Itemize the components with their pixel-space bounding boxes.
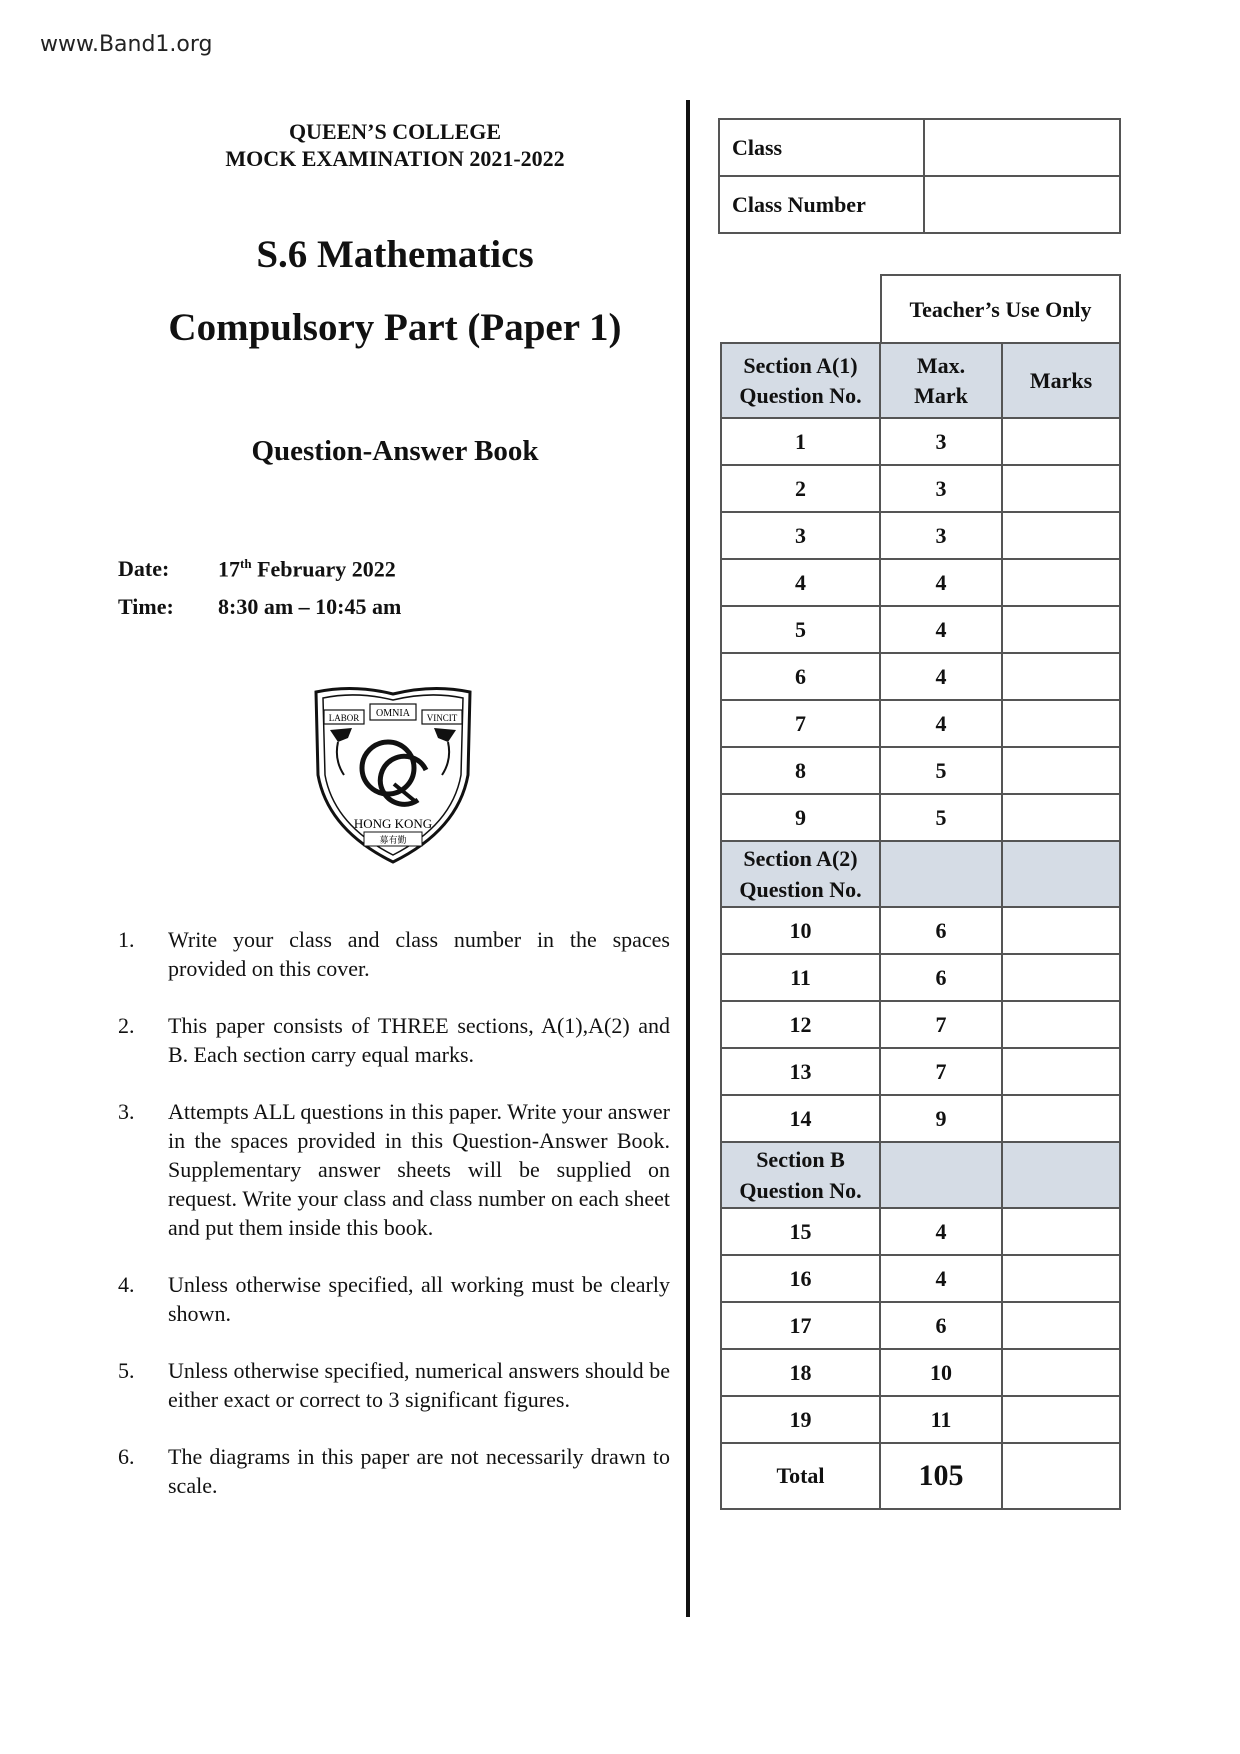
class-label: Class	[719, 119, 924, 176]
max-mark-header	[880, 1142, 1002, 1208]
question-row	[721, 1255, 1120, 1302]
question-number: 15	[721, 1208, 880, 1255]
section-label	[721, 1142, 880, 1208]
marks-field[interactable]	[1002, 1255, 1120, 1302]
section-subtitle: Question No.	[739, 877, 862, 902]
instruction-number: 5.	[118, 1358, 135, 1383]
max-mark: 4	[880, 653, 1002, 700]
question-number: 18	[721, 1349, 880, 1396]
section-name: Section A(1)	[743, 352, 858, 378]
marks-field[interactable]	[1002, 907, 1120, 954]
marks-header	[1002, 1142, 1120, 1208]
total-row	[721, 1443, 1120, 1509]
question-number: 3	[721, 512, 880, 559]
max-mark: 6	[880, 1302, 1002, 1349]
question-row	[721, 465, 1120, 512]
instruction-number: 3.	[118, 1099, 135, 1124]
section-header-row	[721, 841, 1120, 907]
question-row	[721, 653, 1120, 700]
marks-field[interactable]	[1002, 794, 1120, 841]
question-row	[721, 1095, 1120, 1142]
total-max-mark: 105	[880, 1443, 1002, 1509]
marks-field[interactable]	[1002, 559, 1120, 606]
max-mark: 5	[880, 794, 1002, 841]
instruction-number: 1.	[118, 927, 135, 952]
question-row	[721, 1208, 1120, 1255]
school-crest-icon	[308, 680, 478, 865]
marks-field[interactable]	[1002, 1349, 1120, 1396]
exam-header	[100, 118, 690, 172]
question-number: 11	[721, 954, 880, 1001]
crest-chinese: 募有勤	[379, 836, 407, 846]
date-day: 17	[218, 556, 240, 582]
marks-header: Marks	[1002, 343, 1120, 418]
question-row	[721, 1396, 1120, 1443]
max-mark: 10	[880, 1349, 1002, 1396]
question-number: 17	[721, 1302, 880, 1349]
class-info-table	[718, 118, 1121, 234]
date-row	[118, 556, 396, 582]
date-rest: February 2022	[251, 556, 396, 582]
marks-field[interactable]	[1002, 747, 1120, 794]
question-number: 10	[721, 907, 880, 954]
class-field[interactable]	[924, 119, 1120, 176]
max-mark: 11	[880, 1396, 1002, 1443]
date-suffix: th	[240, 556, 252, 571]
max-mark: 5	[880, 747, 1002, 794]
paper-title: Compulsory Part (Paper 1)	[168, 306, 622, 349]
question-number: 14	[721, 1095, 880, 1142]
question-number: 6	[721, 653, 880, 700]
section-subtitle: Question No.	[739, 1178, 862, 1203]
max-mark: 3	[880, 465, 1002, 512]
marks-field[interactable]	[1002, 954, 1120, 1001]
question-number: 16	[721, 1255, 880, 1302]
max-mark-header	[880, 841, 1002, 907]
question-number: 9	[721, 794, 880, 841]
total-marks-field[interactable]	[1002, 1443, 1120, 1509]
instruction-item	[118, 1270, 670, 1328]
question-row	[721, 794, 1120, 841]
max-mark-header	[880, 343, 1002, 418]
question-row	[721, 512, 1120, 559]
question-row	[721, 1349, 1120, 1396]
teacher-use-header	[880, 274, 1121, 345]
question-number: 1	[721, 418, 880, 465]
watermark-url: www.Band1.org	[40, 32, 213, 57]
question-row	[721, 747, 1120, 794]
crest-motto-right: VINCIT	[426, 713, 458, 723]
crest-motto-left: LABOR	[328, 713, 360, 723]
crest-motto-center: OMNIA	[376, 708, 410, 719]
max-mark: 6	[880, 907, 1002, 954]
section-header-row	[721, 343, 1120, 418]
instruction-number: 2.	[118, 1013, 135, 1038]
crest-place: HONG KONG	[353, 816, 433, 831]
question-row	[721, 606, 1120, 653]
section-subtitle: Question No.	[739, 382, 862, 408]
class-number-field[interactable]	[924, 176, 1120, 233]
instruction-text: Attempts ALL questions in this paper. Write your answer in the spaces provided in this Question-Answer Book. Supplementary answer sheets will be supplied on request. Write your class and class number on each sheet and put them inside this book.	[168, 1099, 670, 1240]
marks-field[interactable]	[1002, 1001, 1120, 1048]
section-label	[721, 841, 880, 907]
instruction-item	[118, 925, 670, 983]
marks-field[interactable]	[1002, 1396, 1120, 1443]
max-label-line1: Max.	[916, 352, 966, 378]
marks-field[interactable]	[1002, 512, 1120, 559]
class-row	[719, 119, 1120, 176]
time-row	[118, 594, 401, 620]
max-mark: 6	[880, 954, 1002, 1001]
subject-title: S.6 Mathematics	[256, 233, 534, 276]
section-name: Section A(2)	[743, 846, 858, 871]
column-divider	[686, 100, 690, 1617]
question-number: 19	[721, 1396, 880, 1443]
book-title: Question-Answer Book	[251, 435, 539, 467]
question-row	[721, 1048, 1120, 1095]
question-number: 13	[721, 1048, 880, 1095]
date-label: Date:	[118, 556, 170, 582]
marks-header	[1002, 841, 1120, 907]
marks-field[interactable]	[1002, 465, 1120, 512]
question-row	[721, 1001, 1120, 1048]
instruction-number: 6.	[118, 1444, 135, 1469]
instruction-number: 4.	[118, 1272, 135, 1297]
marks-field[interactable]	[1002, 1208, 1120, 1255]
question-number: 5	[721, 606, 880, 653]
instruction-text: The diagrams in this paper are not necessarily drawn to scale.	[168, 1444, 670, 1498]
instruction-item	[118, 1442, 670, 1500]
marks-field[interactable]	[1002, 418, 1120, 465]
instruction-text: This paper consists of THREE sections, A(1),A(2) and B. Each section carry equal marks.	[168, 1013, 670, 1067]
question-number: 12	[721, 1001, 880, 1048]
marks-field[interactable]	[1002, 1048, 1120, 1095]
time-value: 8:30 am – 10:45 am	[218, 594, 402, 619]
max-mark: 3	[880, 418, 1002, 465]
section-name: Section B	[756, 1147, 845, 1172]
question-row	[721, 559, 1120, 606]
section-header-row	[721, 1142, 1120, 1208]
max-mark: 4	[880, 1255, 1002, 1302]
class-number-label: Class Number	[719, 176, 924, 233]
max-mark: 4	[880, 700, 1002, 747]
school-name: QUEEN’S COLLEGE	[288, 119, 502, 144]
marks-field[interactable]	[1002, 1302, 1120, 1349]
instructions-list	[118, 925, 670, 1528]
max-label-line2: Mark	[914, 382, 968, 408]
class-number-row	[719, 176, 1120, 233]
max-mark: 7	[880, 1048, 1002, 1095]
max-mark: 7	[880, 1001, 1002, 1048]
max-mark: 4	[880, 1208, 1002, 1255]
instruction-text: Write your class and class number in the spaces provided on this cover.	[168, 927, 670, 981]
instruction-item	[118, 1097, 670, 1242]
time-label: Time:	[118, 594, 174, 619]
question-row	[721, 907, 1120, 954]
instruction-item	[118, 1011, 670, 1069]
max-mark: 3	[880, 512, 1002, 559]
max-mark: 9	[880, 1095, 1002, 1142]
question-number: 4	[721, 559, 880, 606]
question-row	[721, 1302, 1120, 1349]
marks-field[interactable]	[1002, 700, 1120, 747]
exam-name: MOCK EXAMINATION 2021-2022	[225, 146, 565, 171]
marks-field[interactable]	[1002, 1095, 1120, 1142]
question-row	[721, 954, 1120, 1001]
max-mark: 4	[880, 559, 1002, 606]
question-row	[721, 700, 1120, 747]
question-number: 2	[721, 465, 880, 512]
question-number: 7	[721, 700, 880, 747]
question-number: 8	[721, 747, 880, 794]
instruction-text: Unless otherwise specified, numerical answers should be either exact or correct to 3 significant figures.	[168, 1358, 670, 1412]
section-label	[721, 343, 880, 418]
marks-field[interactable]	[1002, 606, 1120, 653]
question-row	[721, 418, 1120, 465]
max-mark: 4	[880, 606, 1002, 653]
instruction-text: Unless otherwise specified, all working must be clearly shown.	[168, 1272, 670, 1326]
teacher-use-label: Teacher’s Use Only	[881, 275, 1120, 344]
instruction-item	[118, 1356, 670, 1414]
total-label: Total	[721, 1443, 880, 1509]
marks-table	[720, 342, 1121, 1510]
marks-field[interactable]	[1002, 653, 1120, 700]
